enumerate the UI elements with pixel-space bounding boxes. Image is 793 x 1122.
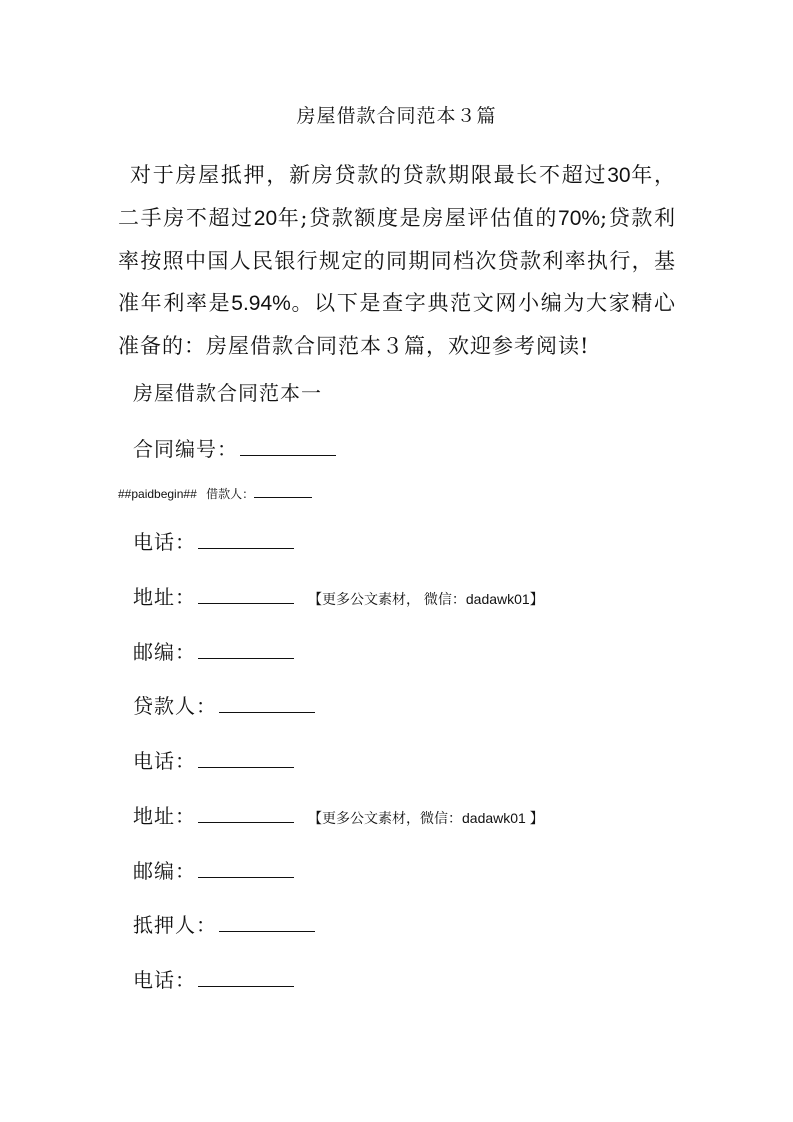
intro-text: 对于房屋抵押，新房贷款的贷款期限最长不超过 [130,163,608,187]
field-blank[interactable] [198,638,294,659]
field-blank[interactable] [198,857,294,878]
field-line [133,637,294,667]
intro-text: 。以下是查字典范文网小编为大家精心准备的：房屋借款合同范本３篇，欢迎参考阅读! [118,291,677,358]
field-blank[interactable] [198,802,294,823]
intro-text: 年;贷款额度是房屋评估值的 [277,206,559,230]
promo-note: 【更多公文素材，微信：dadawk01 】 [308,810,544,826]
field-blank[interactable] [219,692,315,713]
intro-text: ;贷款利率按照中国人民银行规定的同期同档次贷款利率执行，基准年利率是 [118,206,677,315]
intro-number: 20 [253,207,278,230]
field-line [133,801,544,833]
section-heading: 房屋借款合同范本一 [133,381,322,405]
borrower-line [118,484,312,504]
field-line [133,965,294,995]
intro-number: 70% [558,207,601,230]
contract-number-line [133,434,336,464]
borrower-label: 借款人： [206,487,255,501]
field-blank[interactable] [198,528,294,549]
field-blank[interactable] [198,583,294,604]
field-line [133,691,315,721]
field-label: 地址： [133,804,196,828]
paid-marker: ##paidbegin## [118,487,197,501]
field-label: 电话： [133,749,196,773]
field-label: 邮编： [133,859,196,883]
intro-number: 5.94% [231,292,291,315]
field-line [133,910,315,940]
document-title: 房屋借款合同范本３篇 [296,105,497,127]
field-label: 电话： [133,968,196,992]
field-blank[interactable] [198,747,294,768]
field-blank[interactable] [219,911,315,932]
field-blank[interactable] [198,966,294,987]
promo-note: 【更多公文素材， 微信：dadawk01】 [308,591,544,607]
field-label: 贷款人： [133,694,217,718]
field-label: 地址： [133,585,196,609]
field-label: 电话： [133,530,196,554]
field-line [133,746,294,776]
intro-text: 年，二手房不超过 [118,163,677,230]
field-line [133,527,294,557]
contract-number-blank[interactable] [240,435,336,456]
field-line [133,582,544,614]
borrower-blank[interactable] [254,485,312,498]
intro-paragraph [118,154,676,367]
contract-number-label: 合同编号： [133,437,238,461]
intro-number: 30 [607,164,631,187]
field-line [133,856,294,886]
field-label: 抵押人： [133,913,217,937]
field-label: 邮编： [133,640,196,664]
